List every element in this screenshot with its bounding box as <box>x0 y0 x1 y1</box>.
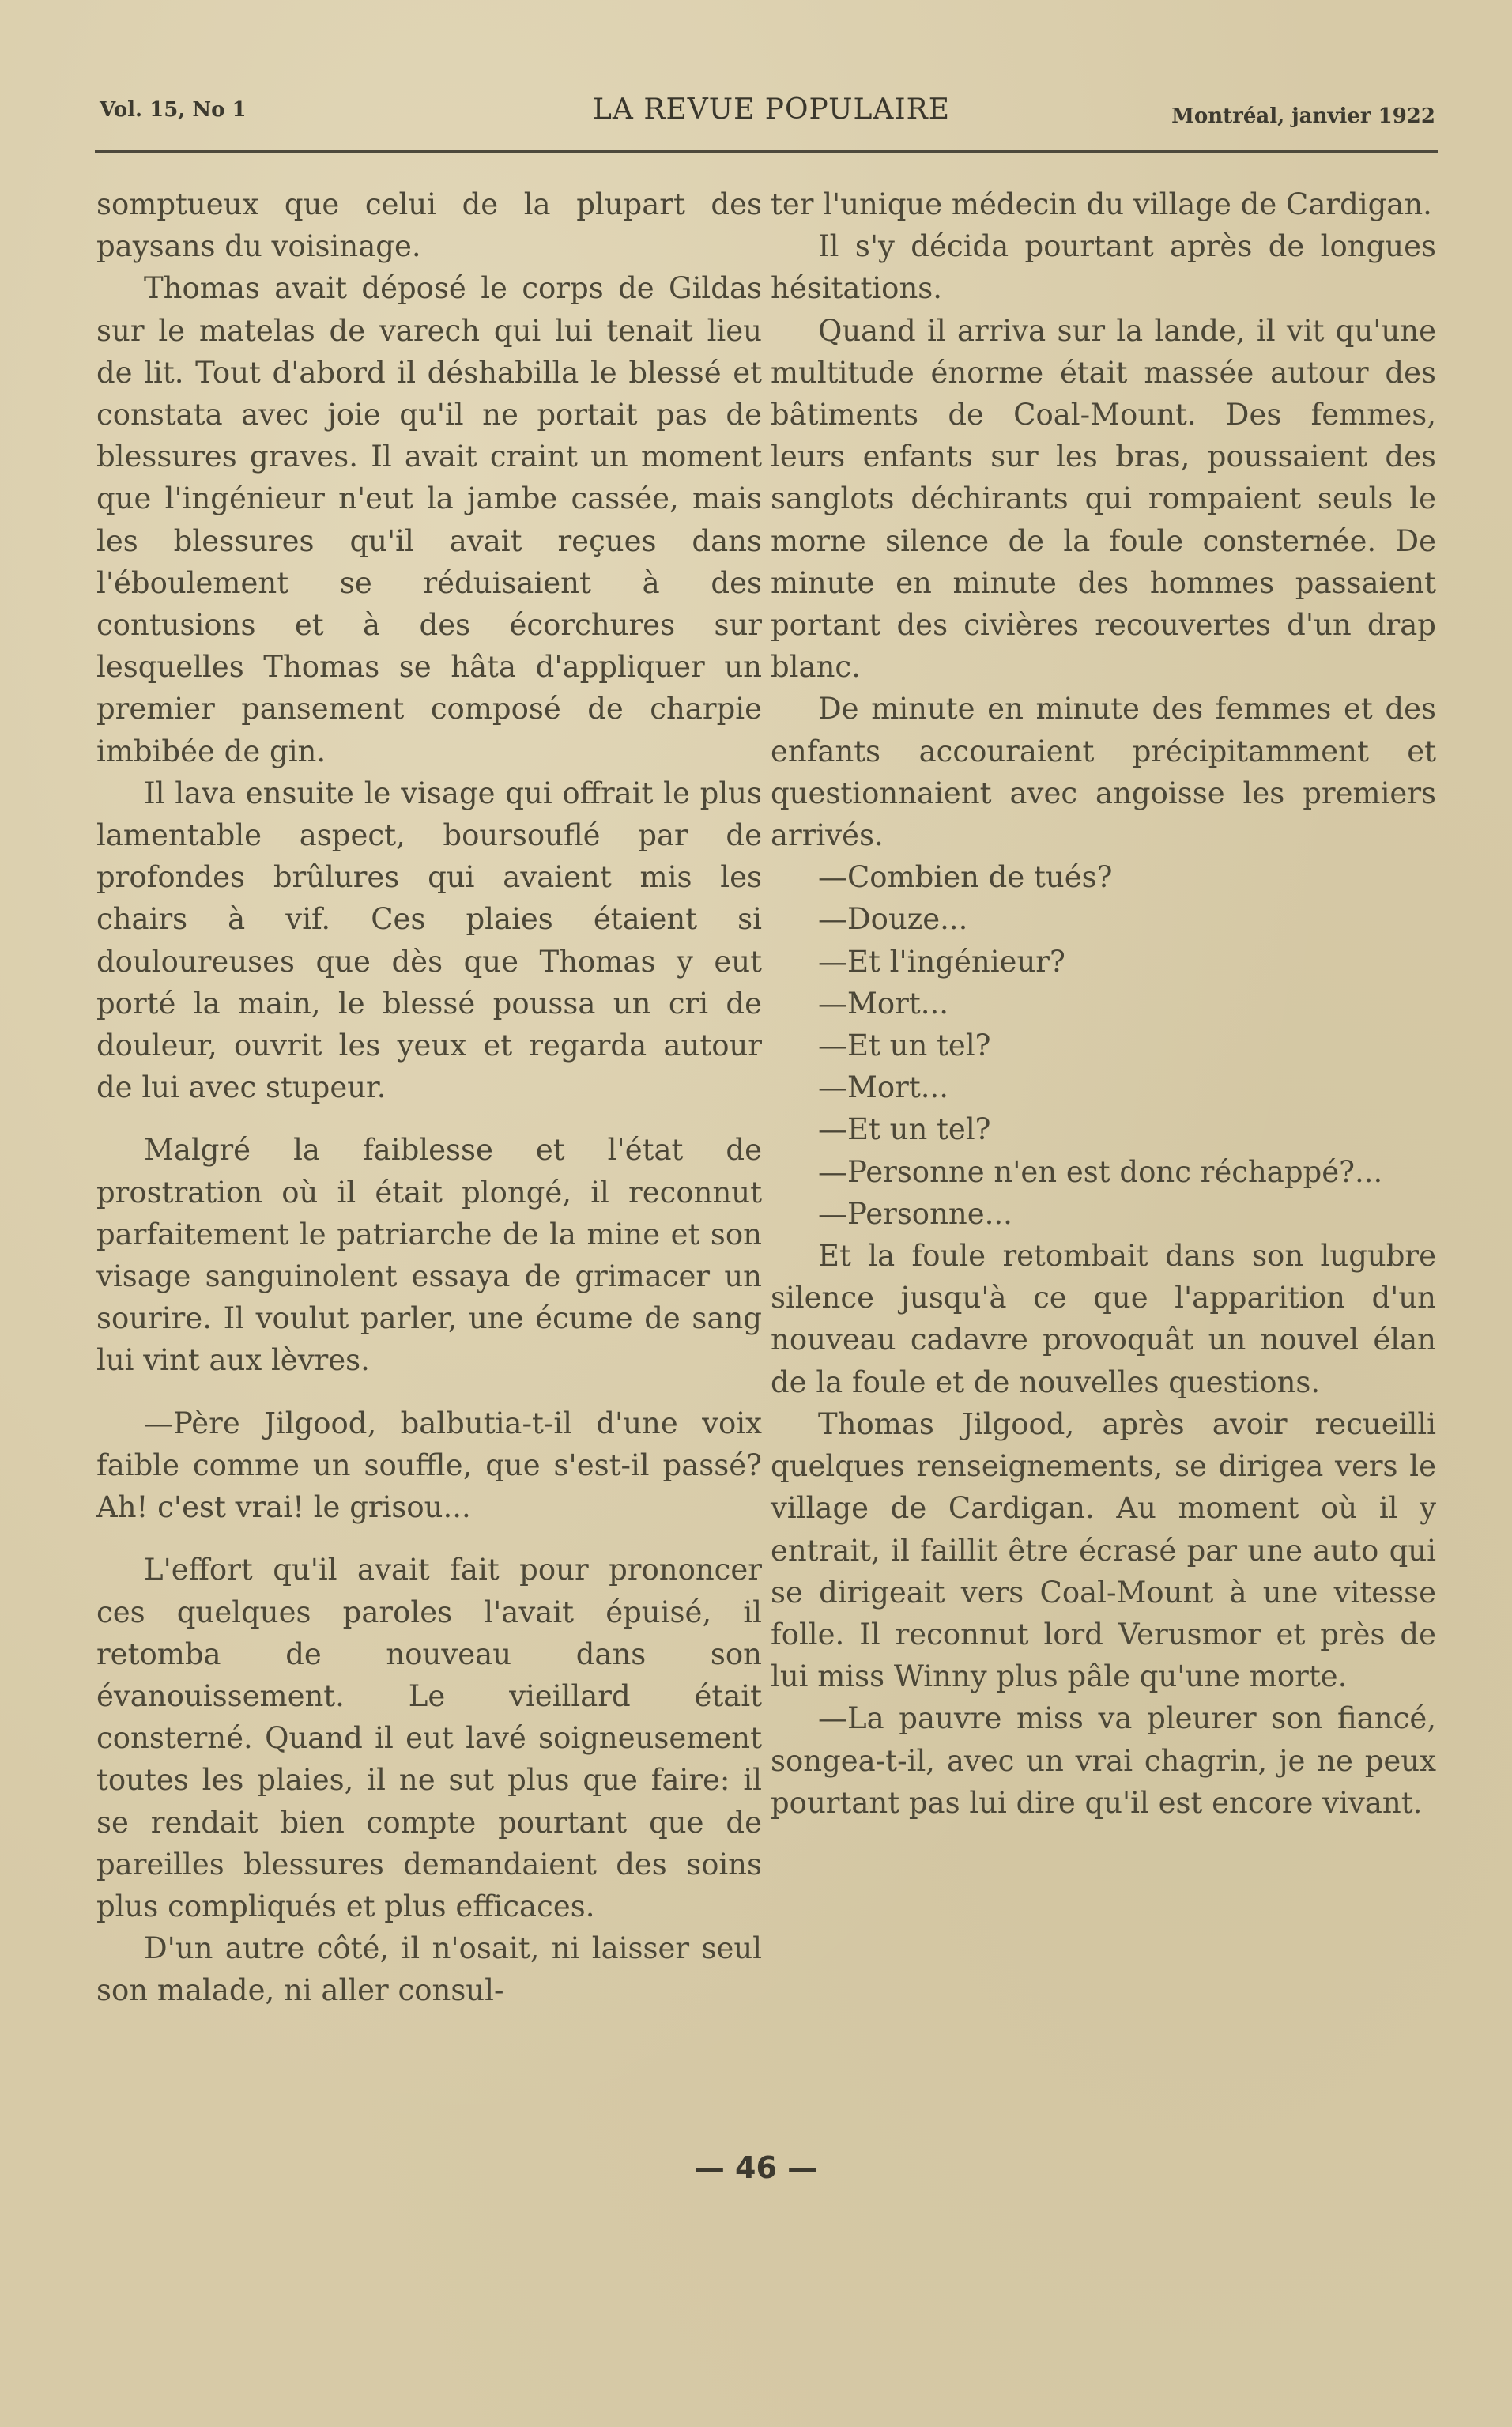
paragraph: L'effort qu'il avait fait pour prononcer ces quelques paroles l'avait épuisé, il retomba de nouveau dans son évanouissement. Le vieillard était consterné. Quand il eut lavé soigneusement toutes les plaies, il ne sut plus que faire: il se rendait bien compte pourtant que de pareilles blessures demandaient des soins plus compliqués et plus efficaces. <box>96 1553 762 1923</box>
publication-title: LA REVUE POPULAIRE <box>593 93 950 126</box>
dialogue-line: —Personne... <box>818 1196 1012 1231</box>
dialogue-line: —Douze... <box>818 902 968 937</box>
paragraph: ter l'unique médecin du village de Cardigan. <box>771 187 1432 221</box>
place-date: Montréal, janvier 1922 <box>1171 104 1435 128</box>
header-rule <box>95 150 1438 153</box>
left-column <box>96 183 762 2012</box>
paragraph: D'un autre côté, il n'osait, ni laisser seul son malade, ni aller consul- <box>96 1931 762 2008</box>
paragraph: —La pauvre miss va pleurer son fiancé, songea-t-il, avec un vrai chagrin, je ne peux pourtant pas lui dire qu'il est encore vivant. <box>771 1701 1436 1820</box>
paragraph: Thomas Jilgood, après avoir recueilli quelques renseignements, se dirigea vers le village de Cardigan. Au moment où il y entrait, il faillit être écrasé par une auto qui se dirigeait vers Coal-Mount à une vitesse folle. Il reconnut lord Verusmor et près de lui miss Winny plus pâle qu'une morte. <box>771 1406 1436 1694</box>
paragraph: De minute en minute des femmes et des enfants accouraient précipitamment et questionnaient avec angoisse les premiers arrivés. <box>771 692 1436 853</box>
paragraph: Il s'y décida pourtant après de longues hésitations. <box>771 229 1436 306</box>
dialogue-line: —Combien de tués? <box>818 860 1113 895</box>
dialogue-line: —Et l'ingénieur? <box>818 944 1065 979</box>
paragraph: Thomas avait déposé le corps de Gildas sur le matelas de varech qui lui tenait lieu de lit. Tout d'abord il déshabilla le blessé et constata avec joie qu'il ne portait pas de blessures graves. Il avait craint un moment que l'ingénieur n'eut la jambe cassée, mais les blessures qu'il avait reçues dans l'éboulement se réduisaient à des contusions et à des écorchures sur lesquelles Thomas se hâta d'appliquer un premier pansement composé de charpie imbibée de gin. <box>96 271 762 768</box>
dialogue-line: —Mort... <box>818 986 949 1021</box>
right-column <box>771 183 1436 1824</box>
paragraph: Malgré la faiblesse et l'état de prostration où il était plongé, il reconnut parfaitement le patriarche de la mine et son visage sanguinolent essaya de grimacer un sourire. Il voulut parler, une écume de sang lui vint aux lèvres. <box>96 1133 762 1378</box>
dialogue-line: —Mort... <box>818 1070 949 1105</box>
page-header <box>100 93 1435 149</box>
paragraph: —Père Jilgood, balbutia-t-il d'une voix faible comme un souffle, que s'est-il passé? Ah! c'est vrai! le grisou... <box>96 1406 762 1525</box>
paragraph: somptueux que celui de la plupart des paysans du voisinage. <box>96 187 762 264</box>
paragraph: Il lava ensuite le visage qui offrait le plus lamentable aspect, boursouflé par de profondes brûlures qui avaient mis les chairs à vif. Ces plaies étaient si douloureuses que dès que Thomas y eut porté la main, le blessé poussa un cri de douleur, ouvrit les yeux et regarda autour de lui avec stupeur. <box>96 776 762 1105</box>
paragraph: Et la foule retombait dans son lugubre silence jusqu'à ce que l'apparition d'un nouveau cadavre provoquât un nouvel élan de la foule et de nouvelles questions. <box>771 1239 1436 1399</box>
dialogue-line: —Personne n'en est donc réchappé?... <box>818 1154 1383 1189</box>
dialogue-line: —Et un tel? <box>818 1029 991 1063</box>
paragraph: Quand il arriva sur la lande, il vit qu'une multitude énorme était massée autour des bâtiments de Coal-Mount. Des femmes, leurs enfants sur les bras, poussaient des sanglots déchirants qui rompaient seuls le morne silence de la foule consternée. De minute en minute des hommes passaient portant des civières recouvertes d'un drap blanc. <box>771 313 1436 685</box>
dialogue-line: —Et un tel? <box>818 1112 991 1147</box>
volume-number: Vol. 15, No 1 <box>100 98 247 122</box>
page-number: — 46 — <box>694 2150 818 2185</box>
